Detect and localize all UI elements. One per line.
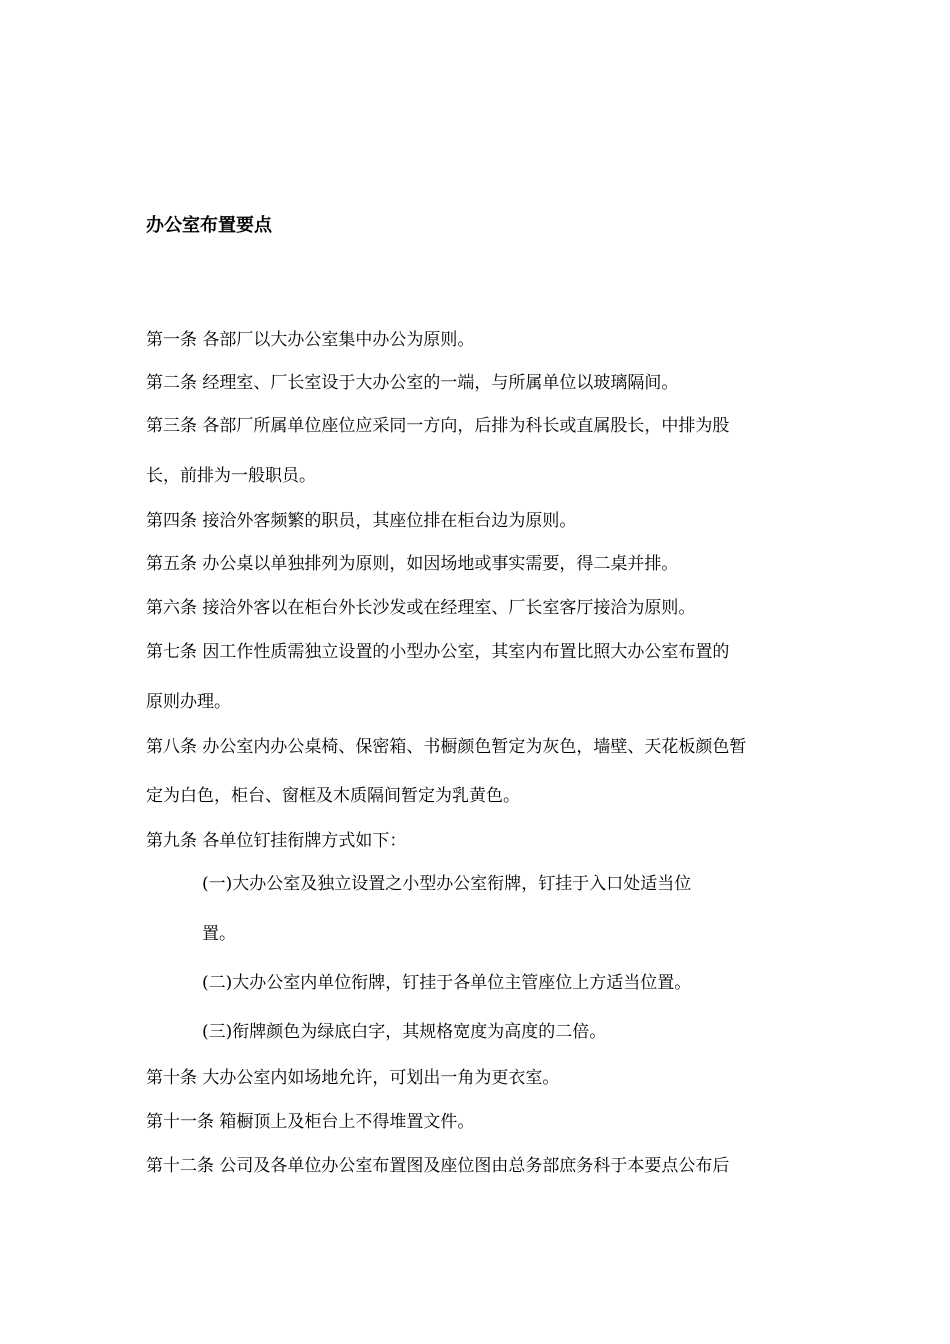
page-title: 办公室布置要点 xyxy=(146,215,272,236)
article-7: 第七条 因工作性质需独立设置的小型办公室，其室内布置比照大办公室布置的 xyxy=(146,642,730,662)
article-11: 第十一条 箱橱顶上及柜台上不得堆置文件。 xyxy=(146,1112,475,1132)
article-9-item-2: (二)大办公室内单位衔牌，钉挂于各单位主管座位上方适当位置。 xyxy=(202,973,692,993)
article-6: 第六条 接洽外客以在柜台外长沙发或在经理室、厂长室客厅接洽为原则。 xyxy=(146,598,696,618)
article-8-cont: 定为白色，柜台、窗框及木质隔间暂定为乳黄色。 xyxy=(146,786,520,806)
article-9-item-1: (一)大办公室及独立设置之小型办公室衔牌，钉挂于入口处适当位 xyxy=(202,874,692,894)
article-5: 第五条 办公桌以单独排列为原则，如因场地或事实需要，得二桌并排。 xyxy=(146,554,679,574)
article-7-cont: 原则办理。 xyxy=(146,692,231,712)
article-9-item-3: (三)衔牌颜色为绿底白字，其规格宽度为高度的二倍。 xyxy=(202,1022,607,1042)
article-1: 第一条 各部厂以大办公室集中办公为原则。 xyxy=(146,330,475,350)
article-4: 第四条 接洽外客频繁的职员，其座位排在柜台边为原则。 xyxy=(146,511,577,531)
article-10: 第十条 大办公室内如场地允许，可划出一角为更衣室。 xyxy=(146,1068,560,1088)
article-2: 第二条 经理室、厂长室设于大办公室的一端，与所属单位以玻璃隔间。 xyxy=(146,373,679,393)
article-9: 第九条 各单位钉挂衔牌方式如下： xyxy=(146,831,407,851)
article-3-cont: 长，前排为一般职员。 xyxy=(146,466,316,486)
article-12: 第十二条 公司及各单位办公室布置图及座位图由总务部庶务科于本要点公布后 xyxy=(146,1156,730,1176)
article-9-item-1-cont: 置。 xyxy=(202,924,236,944)
article-3: 第三条 各部厂所属单位座位应采同一方向，后排为科长或直属股长，中排为股 xyxy=(146,416,730,436)
article-8: 第八条 办公室内办公桌椅、保密箱、书橱颜色暂定为灰色，墙壁、天花板颜色暂 xyxy=(146,737,747,757)
